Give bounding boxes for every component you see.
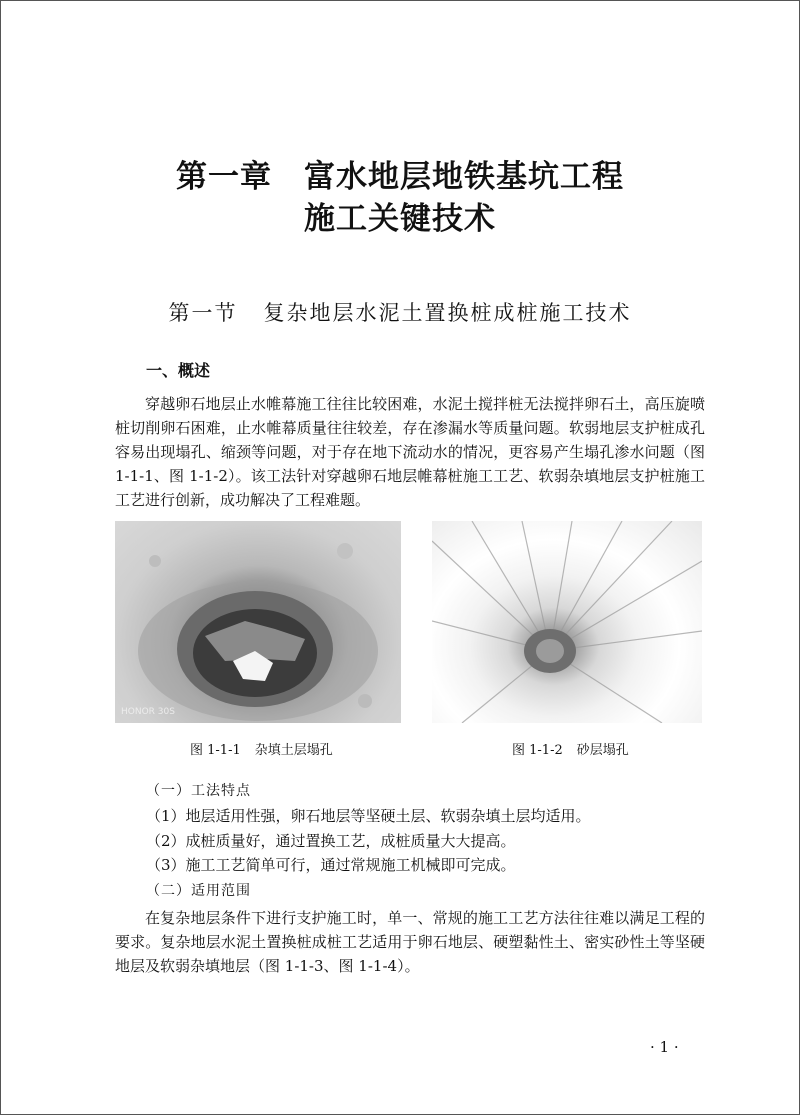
chapter-title-line1: 富水地层地铁基坑工程: [304, 159, 624, 195]
feature-item: （1）地层适用性强，卵石地层等坚硬土层、软弱杂填土层均适用。: [146, 807, 591, 825]
section-label: 第一节: [168, 301, 238, 325]
scope-heading: （二）适用范围: [146, 883, 251, 899]
scope-paragraph: 在复杂地层条件下进行支护施工时，单一、常规的施工工艺方法往往难以满足工程的要求。复杂地层水泥土置换桩成桩工艺适用于卵石地层、硬塑黏性土、密实砂性土等坚硬地层及软弱杂填地层（图 1-1-3、图 1-1-4）。: [115, 909, 705, 975]
figure-caption-text: 杂填土层塌孔: [254, 743, 333, 758]
camera-watermark: HONOR 30S: [121, 707, 175, 717]
feature-item: （2）成桩质量好，通过置换工艺，成桩质量大大提高。: [146, 832, 516, 850]
page-number: · 1 ·: [650, 1038, 679, 1056]
figure-1-1-1-caption: [190, 739, 333, 758]
features-heading: （一）工法特点: [146, 783, 251, 799]
figure-1-1-2-photo: [432, 521, 702, 723]
figure-number: 图 1-1-1: [190, 743, 241, 758]
chapter-title-line2: 施工关键技术: [304, 201, 496, 237]
sand-collapse-image: [432, 521, 702, 723]
section-title-text: 复杂地层水泥土置换桩成桩施工技术: [263, 301, 632, 325]
overview-paragraph: 穿越卵石地层止水帷幕施工往往比较困难，水泥土搅拌桩无法搅拌卵石土，高压旋喷桩切削卵石困难，止水帷幕质量往往较差，存在渗漏水等质量问题。软弱地层支护桩成孔容易出现塌孔、缩颈等问题，对于存在地下流动水的情况，更容易产生塌孔渗水问题（图 1-1-1、图 1-1-2）。该工法针对穿越卵石地层帷幕桩施工工艺、软弱杂填地层支护桩施工工艺进行创新，成功解决了工程难题。: [115, 395, 705, 509]
figure-number: 图 1-1-2: [512, 743, 563, 758]
collapsed-hole-image: [115, 521, 401, 723]
figure-caption-text: 砂层塌孔: [576, 743, 629, 758]
feature-item: （3）施工工艺简单可行，通过常规施工机械即可完成。: [146, 856, 516, 874]
chapter-label: 第一章: [176, 159, 272, 195]
chapter-title: [0, 156, 800, 240]
overview-heading: 一、概述: [146, 361, 211, 380]
section-title: [0, 297, 800, 327]
figure-1-1-1-photo: [115, 521, 401, 723]
figure-1-1-2-caption: [512, 739, 629, 758]
